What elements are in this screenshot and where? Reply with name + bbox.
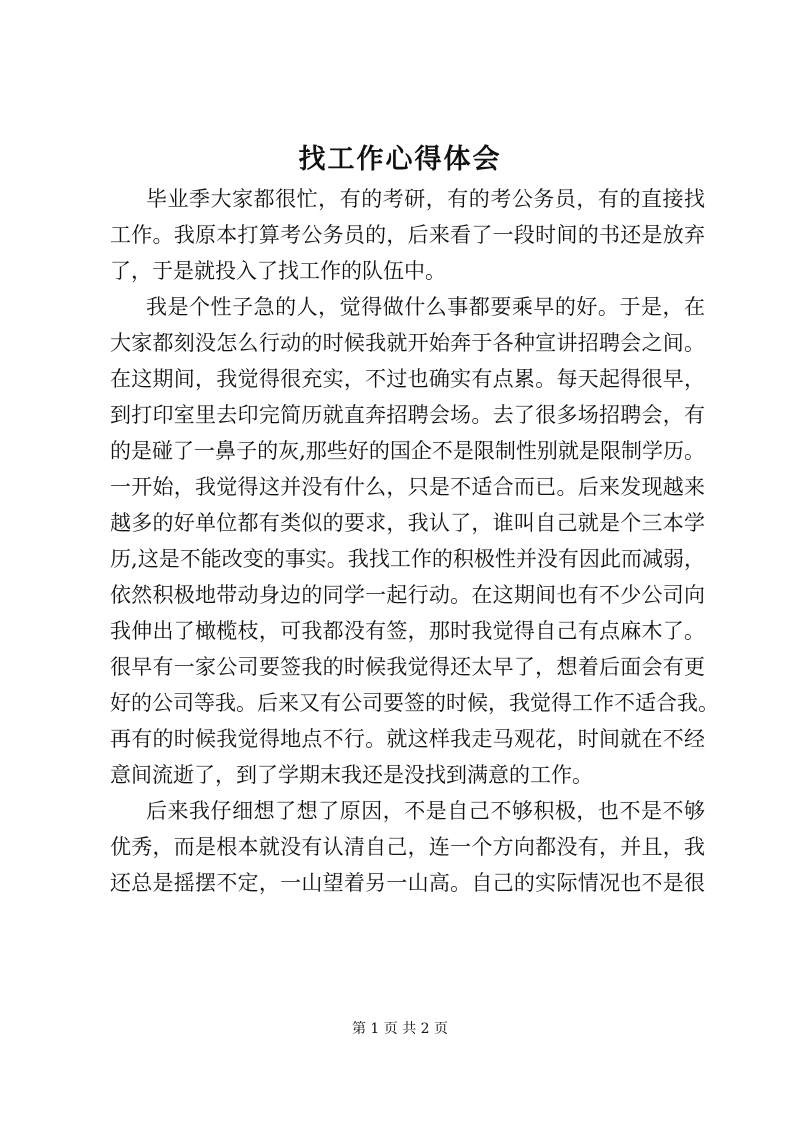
paragraph-2-line-14: 意间流逝了，到了学期末我还是没找到满意的工作。 [110, 763, 593, 787]
paragraph-2-line-9: 依然积极地带动身边的同学一起行动。在这期间也有不少公司向 [110, 583, 705, 607]
paragraph-2-line-11: 很早有一家公司要签我的时候我觉得还太早了，想着后面会有更 [110, 655, 705, 679]
paragraph-2-line-10: 我伸出了橄榄枝，可我都没有签，那时我觉得自己有点麻木了。 [110, 619, 705, 643]
paragraph-2-line-12: 好的公司等我。后来又有公司要签的时候，我觉得工作不适合我。 [110, 691, 719, 715]
paragraph-2-line-4: 到打印室里去印完简历就直奔招聘会场。去了很多场招聘会，有 [110, 403, 705, 427]
paragraph-3-line-1: 后来我仔细想了想了原因，不是自己不够积极，也不是不够 [146, 799, 705, 823]
paragraph-1-line-1: 毕业季大家都很忙，有的考研，有的考公务员，有的直接找 [146, 187, 705, 211]
paragraph-2-line-7: 越多的好单位都有类似的要求，我认了，谁叫自己就是个三本学 [110, 511, 705, 535]
paragraph-3-line-3: 还总是摇摆不定，一山望着另一山高。自己的实际情况也不是很 [110, 871, 705, 895]
paragraph-2-line-5: 的是碰了一鼻子的灰,那些好的国企不是限制性别就是限制学历。 [110, 439, 705, 463]
paragraph-2-line-2: 大家都刻没怎么行动的时候我就开始奔于各种宣讲招聘会之间。 [110, 331, 705, 355]
paragraph-1-line-2: 工作。我原本打算考公务员的，后来看了一段时间的书还是放弃 [110, 223, 705, 247]
page-number-footer: 第 1 页 共 2 页 [351, 1021, 449, 1037]
paragraph-2-line-1: 我是个性子急的人，觉得做什么事都要乘早的好。于是，在 [146, 295, 705, 319]
paragraph-2-line-8: 历,这是不能改变的事实。我找工作的积极性并没有因此而减弱， [110, 547, 705, 571]
paragraph-1-line-3: 了，于是就投入了找工作的队伍中。 [110, 259, 446, 283]
paragraph-3-line-2: 优秀，而是根本就没有认清自己，连一个方向都没有，并且，我 [110, 835, 705, 859]
paragraph-2-line-3: 在这期间，我觉得很充实，不过也确实有点累。每天起得很早， [110, 367, 705, 391]
document-body [110, 181, 719, 901]
paragraph-2-line-13: 再有的时候我觉得地点不行。就这样我走马观花，时间就在不经 [110, 727, 705, 751]
document-title: 找工作心得体会 [298, 144, 502, 175]
paragraph-2-line-6: 一开始，我觉得这并没有什么，只是不适合而已。后来发现越来 [110, 475, 705, 499]
